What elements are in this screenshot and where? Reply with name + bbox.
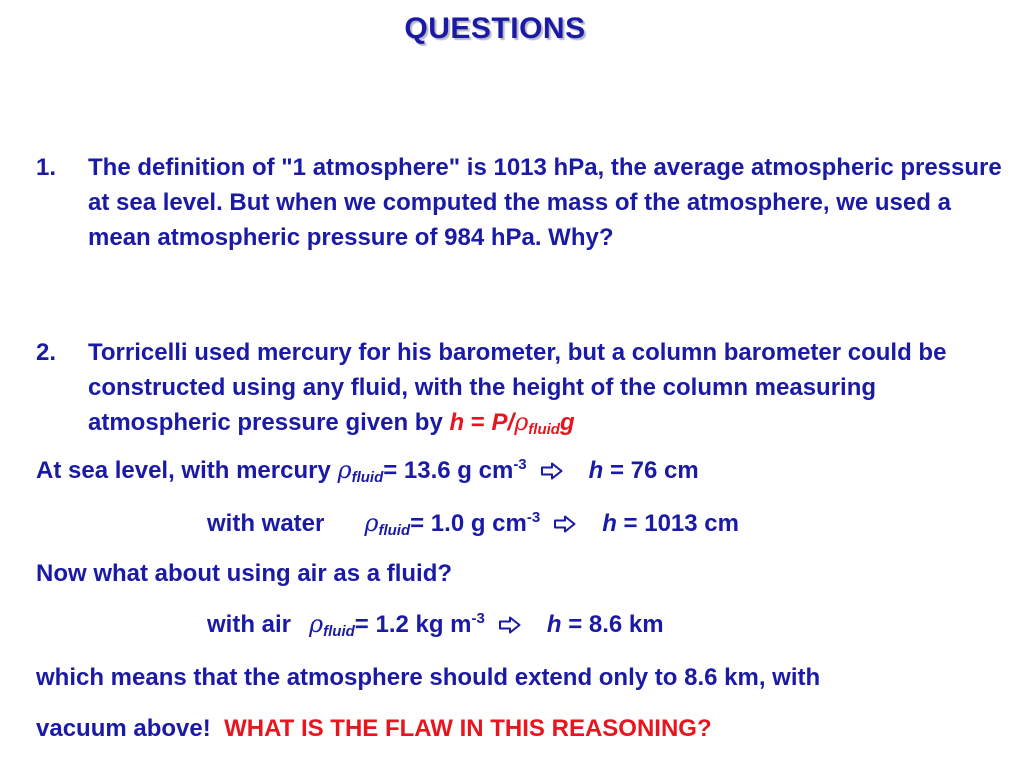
water-prefix: with water [207, 510, 325, 537]
air-h: h [546, 611, 562, 638]
air-rho: ρ [309, 610, 324, 638]
air-prefix: with air [207, 611, 292, 638]
slide-title: QUESTIONS [404, 12, 586, 45]
conclusion-line-2 [36, 715, 712, 743]
formula-fluid-sub: fluid [528, 421, 560, 438]
flaw-question: WHAT IS THE FLAW IN THIS REASONING? [224, 715, 712, 742]
right-arrow-icon [499, 613, 521, 641]
water-rho: ρ [364, 509, 379, 537]
water-fluid-sub: fluid [378, 522, 411, 539]
mercury-prefix: At sea level, with mercury [36, 457, 338, 484]
question-1-number: 1. [36, 154, 57, 181]
air-question: Now what about using air as a fluid? [36, 560, 453, 587]
mercury-line [36, 456, 699, 487]
water-exponent: -3 [526, 509, 541, 526]
mercury-result: = 76 cm [603, 457, 699, 484]
air-line [207, 610, 664, 641]
right-arrow-icon [554, 512, 576, 540]
mercury-rho: ρ [337, 456, 352, 484]
formula-p: P/ [491, 409, 515, 436]
formula-equals: = [464, 409, 492, 436]
question-2 [36, 335, 1006, 447]
mercury-density: = 13.6 g cm [383, 457, 514, 484]
water-density: = 1.0 g cm [410, 510, 527, 537]
formula-g: g [559, 409, 575, 436]
question-1 [36, 150, 1006, 255]
air-fluid-sub: fluid [323, 623, 355, 640]
question-2-body [88, 335, 1006, 447]
air-density: = 1.2 kg m [354, 611, 472, 638]
mercury-exponent: -3 [513, 456, 527, 473]
height-formula [449, 409, 574, 436]
formula-h: h [449, 409, 465, 436]
water-line [207, 509, 739, 540]
water-result: = 1013 cm [616, 510, 739, 537]
formula-rho: ρ [514, 408, 529, 436]
question-2-text: Torricelli used mercury for his barometer, but a column barometer could be constructed using any fluid, with the height of the column measuring atmospheric pressure given by [88, 339, 947, 436]
conclusion-line-1: which means that the atmosphere should extend only to 8.6 km, with [36, 664, 821, 691]
air-exponent: -3 [471, 610, 485, 627]
mercury-h: h [588, 457, 604, 484]
question-2-number: 2. [36, 339, 57, 366]
mercury-fluid-sub: fluid [351, 469, 384, 486]
water-h: h [602, 510, 617, 537]
right-arrow-icon [541, 459, 563, 487]
conclusion-vacuum: vacuum above! [36, 715, 211, 742]
question-1-text: The definition of "1 atmosphere" is 1013 hPa, the average atmospheric pressure at sea level. But when we computed the mass of the atmosphere, we used a mean atmospheric pressure of 984 hPa. Why? [88, 154, 1002, 251]
air-result: = 8.6 km [561, 611, 664, 638]
